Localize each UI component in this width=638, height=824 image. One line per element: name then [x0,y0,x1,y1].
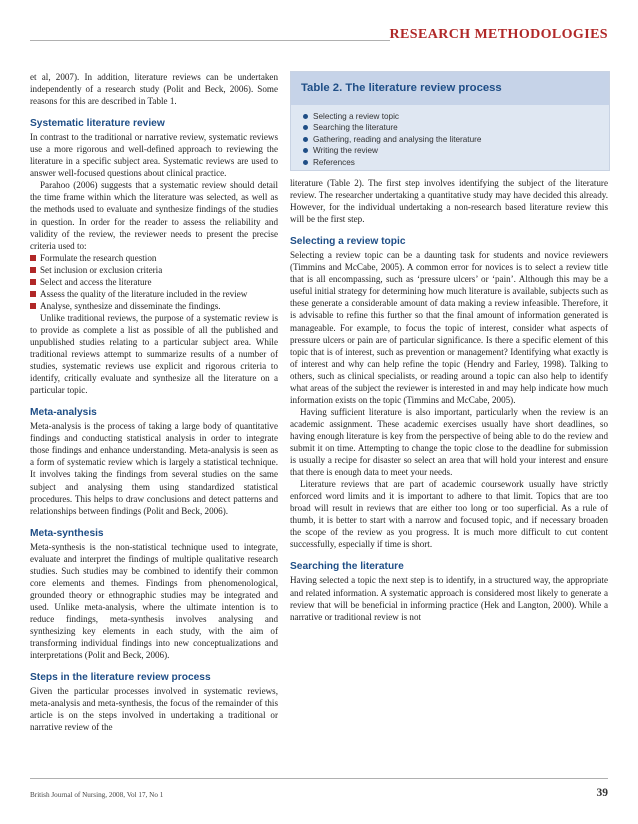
bullet-dot-icon [303,148,308,153]
journal-citation: British Journal of Nursing, 2008, Vol 17, No 1 [30,791,164,799]
page-number: 39 [596,787,608,799]
searching-paragraph: Having selected a topic the next step is to identify, in a structured way, the appropriate and related information. A systematic approach is considered most likely to generate a review that will be beneficial in informing practice (Hek and Langton, 2000). While a narrative or traditional review is not [290,575,608,622]
list-item: Analyse, synthesize and disseminate the findings. [30,300,278,312]
left-column [30,71,278,733]
heading-meta-synthesis: Meta-synthesis [30,527,104,539]
systematic-paragraph-2: Parahoo (2006) suggests that a systematic review should detail the time frame within which the literature was selected, as well as the methods used to evaluate and synthesize findings of the studies in question. In order for the reader to assess the reliability and validity of the review, the reviewer needs to present the precise criteria used to: [30,180,278,251]
list-item: References [303,157,481,168]
right-column [290,177,608,623]
table-2-box [290,71,610,171]
list-item: Set inclusion or exclusion criteria [30,264,278,276]
list-item: Writing the review [303,145,481,156]
heading-steps: Steps in the literature review process [30,672,211,684]
list-item: Select and access the literature [30,276,278,288]
list-item: Selecting a review topic [303,111,481,122]
bullet-square-icon [30,279,36,285]
continuation-paragraph: literature (Table 2). The first step involves identifying the subject of the literature review. The researcher undertaking a quantitative study may have decided this already. However, for the individual undertaking a non-research based literature review this will be the first step. [290,178,608,225]
list-item: Searching the literature [303,122,481,133]
bullet-square-icon [30,303,36,309]
selecting-paragraph-3: Literature reviews that are part of academic coursework usually have strictly enforced word limits and it is important to adhere to that limit. Topics that are too broad will result in reviews that are either too long or too superficial. As a rule of thumb, it is better to start with a narrow and focused topic, and if necessary broaden the scope of the review as you progress. It is much more difficult to cut content successfully, especially if time is short. [290,479,608,550]
intro-paragraph: et al, 2007). In addition, literature reviews can be undertaken independently of a research study (Polit and Beck, 2006). Some reasons for this are described in Table 1. [30,72,278,107]
meta-synthesis-paragraph: Meta-synthesis is the non-statistical technique used to integrate, evaluate and interpret the findings of multiple qualitative research studies. Such studies may be combined to identify their common core elements and themes. Findings from phenomenological, grounded theory or ethnographic studies may be integrated and used. Unlike meta-analysis, where the ultimate intention is to reduce findings, meta-synthesis involves analysing and synthesizing key elements in each study, with the aim of transforming individual findings into new conceptualizations and interpretations (Polit and Beck, 2006). [30,541,278,661]
table-2-list [303,111,481,168]
selecting-paragraph-1: Selecting a review topic can be a daunting task for students and novice reviewers (Timmins and McCabe, 2005). A common error for novices is to select a review title that is all encompassing, such as ‘pressure ulcers’ or ‘pain’. Although this may be a useful initial strategy for determining how much literature is available, subjects such as these generate a considerable amount of data making a review infeasible. Therefore, it is advisable to refine this further so that the final amount of information generated is manageable. For example, to focus the topic of interest, consider what aspects of pressure ulcers or pain are of particular significance. Is there a specific element of this topic that is of interest, such as prevention or management? Identifying what exactly is of interest and why can help refine the topic (Hendry and Farley, 1998). Talking to others, such as clinical specialists, or reading around a topic can also help to identify what areas of the subject the reviewer is interested in and may help indicate how much information exists on the topic (Timmins and McCabe, 2005). [290,250,608,405]
bullet-dot-icon [303,114,308,119]
list-item: Formulate the research question [30,252,278,264]
list-item: Assess the quality of the literature included in the review [30,288,278,300]
systematic-paragraph-1: In contrast to the traditional or narrative review, systematic reviews use a more rigorous and well-defined approach to reviewing the literature in a specific subject area. Systematic reviews are used to answer well-focused questions about clinical practice. [30,132,278,179]
bullet-dot-icon [303,125,308,130]
list-item: Gathering, reading and analysing the literature [303,134,481,145]
steps-paragraph: Given the particular processes involved in systematic reviews, meta-analysis and meta-synthesis, the focus of the remainder of this article is on the steps involved in undertaking a traditional or narrative review of the [30,686,278,733]
heading-selecting-topic: Selecting a review topic [290,236,406,248]
bullet-square-icon [30,255,36,261]
header-rule [30,40,390,41]
systematic-paragraph-3: Unlike traditional reviews, the purpose of a systematic review is to provide as complete a list as possible of all the published and unpublished studies relating to a particular subject area. While traditional reviews attempt to summarize results of a number of studies, systematic reviews use explicit and rigorous criteria to identify, critically evaluate and synthesize all the literature on a particular topic. [30,312,278,396]
bullet-square-icon [30,291,36,297]
heading-searching-literature: Searching the literature [290,561,404,573]
selecting-paragraph-2: Having sufficient literature is also important, particularly when the review is an academic assignment. These academic exercises usually have short deadlines, so having enough literature is key from the perspective of being able to do the review and submit it on time. Attempting to change the topic close to the deadline for submission is usually a recipe for disaster so select an area that will hold your interest and ensure that there is enough data to meet your needs. [290,406,608,478]
footer-rule [30,778,608,779]
meta-analysis-paragraph: Meta-analysis is the process of taking a large body of quantitative findings and conducting statistical analysis in order to integrate those findings and enhance understanding. Meta-analysis is seen as a form of systematic review which is largely a statistical technique. It involves taking the findings from several studies on the same subject and analysing them using standardized statistical procedures. This helps to draw conclusions and detect patterns and relationships between findings (Polit and Beck, 2006). [30,421,278,516]
bullet-dot-icon [303,160,308,165]
heading-systematic-review: Systematic literature review [30,118,165,130]
section-header: RESEARCH METHODOLOGIES [389,27,608,42]
criteria-list [30,252,278,312]
bullet-square-icon [30,267,36,273]
heading-meta-analysis: Meta-analysis [30,407,97,419]
bullet-dot-icon [303,137,308,142]
table-2-title: Table 2. The literature review process [291,72,609,105]
